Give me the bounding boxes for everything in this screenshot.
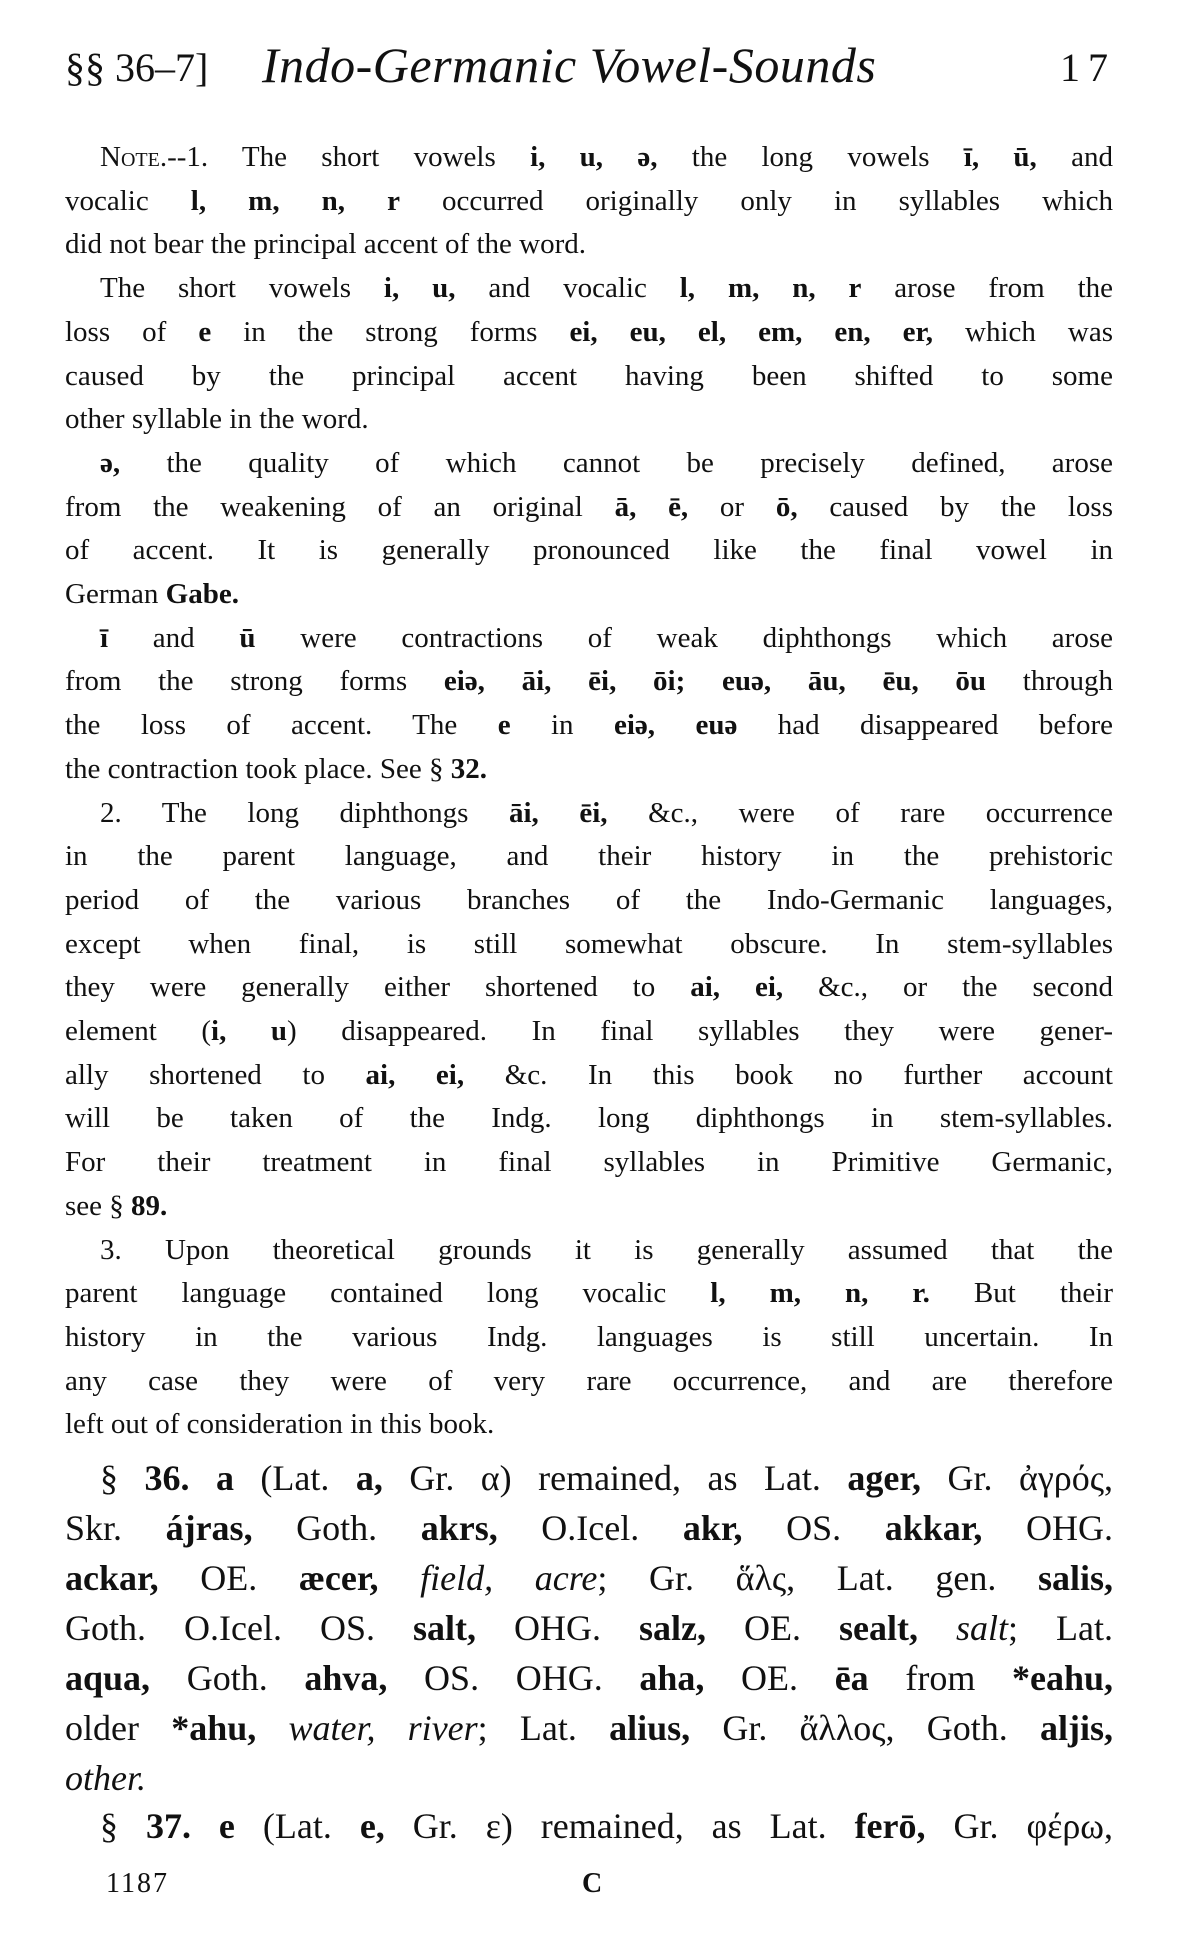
note-line: [65, 1013, 1113, 1049]
text-run: occurred originally only in syllables which: [399, 184, 1113, 217]
section-line: [100, 1804, 1113, 1848]
text-run: which was: [932, 315, 1113, 348]
section-line: [65, 1706, 1113, 1750]
text-run: &c. In this book no further account: [464, 1058, 1113, 1091]
text-run: or: [688, 490, 776, 523]
bold-word: eiə, āi, ēi, ōi;: [443, 665, 686, 698]
text-run: were contractions of weak diphthongs which arose: [255, 621, 1113, 654]
section-line: [100, 1456, 1113, 1500]
note-line: [65, 226, 1113, 262]
note-line: [65, 969, 1113, 1005]
bold-word: ai, ei,: [690, 971, 784, 1004]
bold-word: akr,: [682, 1508, 743, 1548]
bold-word: e: [497, 709, 511, 742]
text-run: Gr. α) remained, as Lat.: [382, 1458, 848, 1498]
bold-word: ferō,: [854, 1806, 926, 1846]
bold-word: e: [198, 315, 212, 348]
printer-signature-letter: C: [582, 1868, 603, 1899]
text-run: OHG.: [982, 1508, 1113, 1548]
printer-signature-number: 1187: [106, 1868, 169, 1899]
bold-word: ī: [100, 621, 109, 654]
text-run: OE.: [706, 1608, 839, 1648]
bold-word: ō,: [775, 490, 798, 523]
text-run: vocalic: [65, 184, 191, 217]
note-line: [65, 1057, 1113, 1093]
bold-word: ai, ei,: [365, 1058, 465, 1091]
text-run: ) disappeared. In final syllables they were gener-: [287, 1015, 1113, 1047]
bold-word: l, m, n, r: [679, 272, 862, 305]
text-run: older: [65, 1708, 172, 1748]
text-run: OS.: [742, 1508, 885, 1548]
text-run: from the weakening of an original: [65, 490, 615, 523]
text-run: period of the various branches of the Indo-Germanic languages,: [65, 883, 1113, 916]
bold-word: alius,: [609, 1708, 691, 1748]
text-run: OS. OHG.: [387, 1658, 640, 1698]
text-run: from: [868, 1658, 1012, 1698]
section-line: [65, 1556, 1113, 1600]
text-run: from the strong forms: [65, 665, 444, 698]
note-line: [100, 445, 1113, 481]
text-run: loss of: [65, 315, 199, 348]
text-run: Goth.: [252, 1508, 421, 1548]
italic-word: water, river: [288, 1708, 478, 1748]
running-title: Indo-Germanic Vowel-Sounds: [262, 37, 877, 93]
bold-word: ahva,: [304, 1658, 388, 1698]
bold-word: ēa: [834, 1658, 869, 1698]
section-line: [65, 1606, 1113, 1650]
text-run: German: [65, 578, 166, 610]
note-line: [100, 795, 1113, 831]
note-line: [65, 532, 1113, 568]
bold-word: e,: [359, 1806, 385, 1846]
bold-word: eiə, euə: [613, 709, 738, 742]
text-run: history in the various Indg. languages is still uncertain. In: [65, 1320, 1113, 1353]
note-line: [65, 1319, 1113, 1355]
text-run: in the parent language, and their history in the prehistoric: [65, 840, 1113, 873]
note-label: Note.: [100, 141, 168, 173]
bold-word: æcer,: [298, 1558, 379, 1598]
bold-word: i, u, ə,: [530, 141, 658, 173]
text-run: arose from the: [861, 272, 1114, 305]
text-run: element (: [65, 1015, 212, 1047]
note-line: [65, 926, 1113, 962]
text-run: OHG.: [475, 1608, 639, 1648]
section-line: [65, 1656, 1113, 1700]
text-run: in: [510, 709, 614, 742]
text-run: But their: [929, 1277, 1113, 1310]
text-run: any case they were of very rare occurrence, and are therefore: [65, 1364, 1113, 1397]
note-line: [65, 838, 1113, 874]
section-reference: §§ 36–7]: [65, 45, 209, 90]
text-run: (Lat.: [234, 1806, 360, 1846]
bold-word: āi, ēi,: [509, 796, 608, 829]
text-run: OE.: [158, 1558, 299, 1598]
text-run: Skr.: [65, 1508, 166, 1548]
note-line: [65, 707, 1113, 743]
note-line: [65, 401, 1113, 437]
text-run: and: [108, 621, 240, 654]
text-run: [379, 1558, 421, 1598]
bold-word: ei, eu, el, em, en, er,: [569, 315, 933, 348]
text-run: [256, 1708, 288, 1748]
italic-word: other.: [65, 1758, 146, 1798]
note-line: [100, 139, 1113, 175]
text-run: [918, 1608, 956, 1648]
text-run: &c., or the second: [783, 971, 1113, 1004]
bold-word: euə, āu, ēu, ōu: [722, 665, 987, 698]
note-line: [65, 489, 1113, 525]
page-number: 17: [1060, 45, 1116, 90]
bold-word: ə,: [100, 446, 121, 479]
note-line: [65, 576, 1113, 612]
text-run: of accent. It is generally pronounced like the final vowel in: [65, 534, 1113, 567]
text-run: caused by the loss: [797, 490, 1113, 523]
text-run: did not bear the principal accent of the word.: [65, 228, 586, 261]
text-run: §: [100, 1806, 146, 1846]
text-run: ally shortened to: [65, 1058, 366, 1091]
text-run: except when final, is still somewhat obscure. In stem-syllables: [65, 927, 1113, 960]
note-line: [65, 882, 1113, 918]
bold-word: i, u: [211, 1015, 288, 1047]
text-run: For their treatment in final syllables in Primitive Germanic,: [65, 1146, 1113, 1179]
bold-word: ī, ū,: [963, 141, 1037, 173]
text-run: Gr. ε) remained, as Lat.: [384, 1806, 855, 1846]
bold-word: ū: [239, 621, 256, 654]
bold-word: salis,: [1037, 1558, 1113, 1598]
text-run: The short vowels: [100, 272, 384, 305]
text-run: through: [986, 665, 1113, 698]
text-run: O.Icel.: [497, 1508, 683, 1548]
bold-word: aljis,: [1039, 1708, 1113, 1748]
text-run: the quality of which cannot be precisely defined, arose: [120, 446, 1113, 479]
italic-word: salt: [956, 1608, 1009, 1648]
note-line: [100, 270, 1113, 306]
text-run: Gr. φέρω,: [925, 1806, 1113, 1846]
text-run: (Lat.: [233, 1458, 356, 1498]
note-line: [65, 1406, 1113, 1442]
text-run: --1. The short vowels: [167, 141, 531, 173]
note-line: [100, 1232, 1113, 1268]
bold-word: ájras,: [165, 1508, 253, 1548]
text-run: the long vowels: [657, 141, 964, 173]
text-run: and: [1036, 141, 1113, 173]
text-run: Gr. ἀγρός,: [921, 1458, 1113, 1498]
text-run: had disappeared before: [737, 709, 1113, 742]
bold-word: ā, ē,: [614, 490, 689, 523]
note-line: [65, 751, 1113, 787]
italic-word: field, acre: [420, 1558, 598, 1598]
bold-word: salz,: [639, 1608, 706, 1648]
bold-word: 89.: [131, 1189, 168, 1222]
text-run: 2. The long diphthongs: [100, 796, 509, 829]
note-line: [65, 1363, 1113, 1399]
bold-word: *ahu,: [171, 1708, 257, 1748]
bold-word: salt,: [412, 1608, 476, 1648]
text-run: ; Lat.: [477, 1708, 610, 1748]
note-line: [65, 183, 1113, 219]
text-run: 3. Upon theoretical grounds it is generally assumed that the: [100, 1233, 1113, 1266]
text-run: Goth.: [150, 1658, 305, 1698]
text-run: &c., were of rare occurrence: [607, 796, 1113, 829]
text-run: §: [100, 1458, 145, 1498]
bold-word: aqua,: [65, 1658, 151, 1698]
text-run: will be taken of the Indg. long diphthongs in stem-syllables.: [65, 1102, 1113, 1135]
bold-word: 36. a: [144, 1458, 234, 1498]
text-run: and vocalic: [455, 272, 680, 305]
section-line: [65, 1506, 1113, 1550]
text-run: OE.: [704, 1658, 835, 1698]
bold-word: akrs,: [420, 1508, 498, 1548]
note-line: [65, 358, 1113, 394]
text-run: the contraction took place. See §: [65, 752, 451, 785]
text-run: see §: [65, 1189, 132, 1222]
bold-word: a,: [355, 1458, 383, 1498]
note-line: [65, 1188, 1113, 1224]
text-run: [685, 665, 722, 697]
text-run: ; Gr. ἅλς, Lat. gen.: [597, 1558, 1038, 1598]
bold-word: i, u,: [383, 272, 456, 305]
bold-word: Gabe.: [165, 578, 239, 610]
note-line: [65, 1100, 1113, 1136]
bold-word: *eahu,: [1011, 1658, 1114, 1698]
text-run: caused by the principal accent having been shifted to some: [65, 359, 1113, 392]
note-line: [65, 1275, 1113, 1311]
bold-word: ager,: [847, 1458, 922, 1498]
text-run: left out of consideration in this book.: [65, 1408, 495, 1441]
text-run: parent language contained long vocalic: [65, 1277, 711, 1310]
section-line: [65, 1756, 1113, 1800]
note-line: [65, 314, 1113, 350]
text-run: in the strong forms: [211, 315, 570, 348]
text-run: Gr. ἄλλος, Goth.: [690, 1708, 1040, 1748]
text-run: they were generally either shortened to: [65, 971, 691, 1004]
text-run: ; Lat.: [1008, 1608, 1113, 1648]
note-line: [65, 663, 1113, 699]
bold-word: sealt,: [839, 1608, 918, 1648]
text-run: other syllable in the word.: [65, 403, 369, 436]
text-run: Goth. O.Icel. OS.: [65, 1608, 413, 1648]
bold-word: l, m, n, r: [190, 184, 400, 217]
bold-word: 32.: [450, 752, 487, 785]
note-line: [65, 1144, 1113, 1180]
bold-word: akkar,: [884, 1508, 983, 1548]
text-run: the loss of accent. The: [65, 709, 498, 742]
bold-word: l, m, n, r.: [710, 1277, 930, 1310]
bold-word: ackar,: [65, 1558, 159, 1598]
bold-word: 37. e: [145, 1806, 235, 1846]
bold-word: aha,: [639, 1658, 705, 1698]
note-line: [100, 620, 1113, 656]
